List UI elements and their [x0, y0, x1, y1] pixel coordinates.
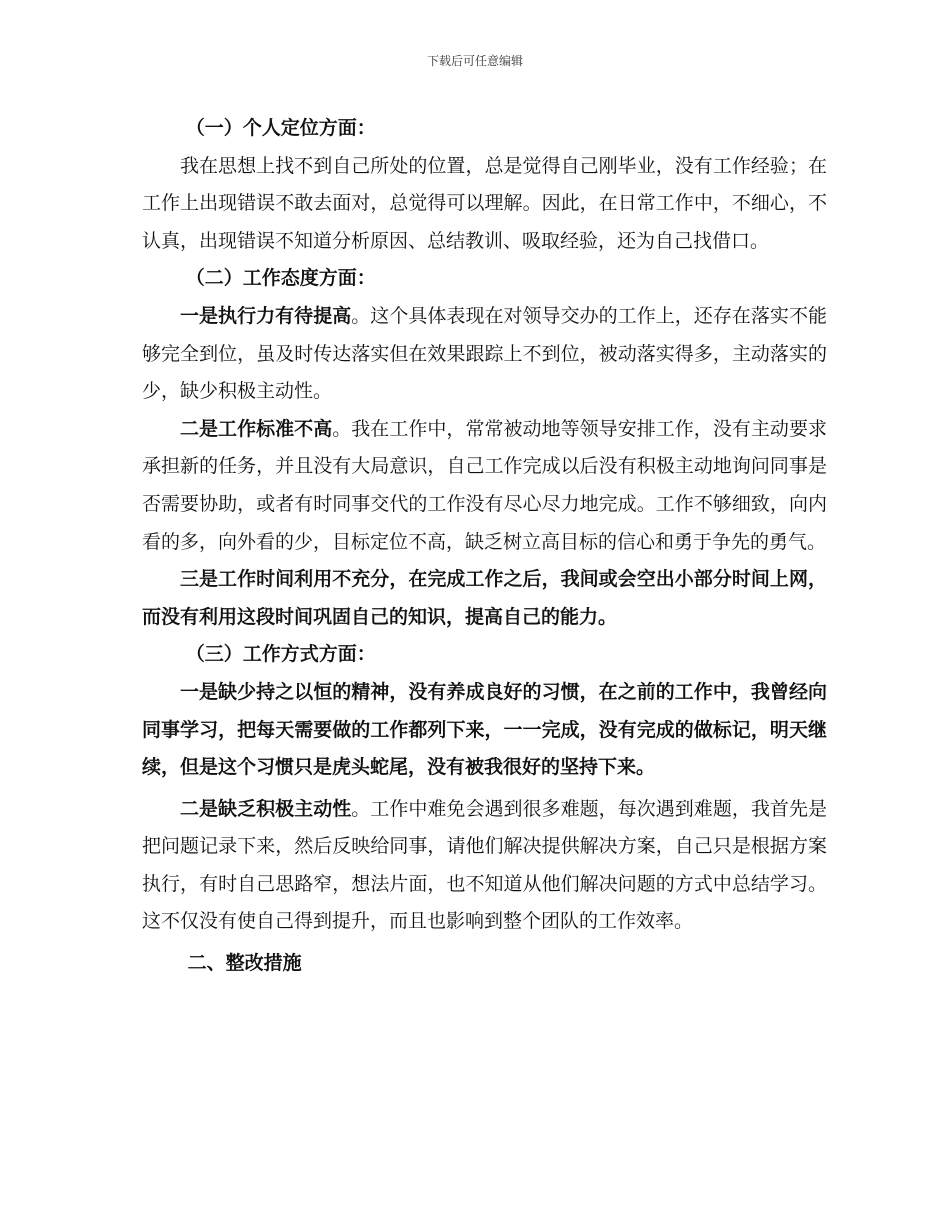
section-heading-rectification: 二、整改措施	[187, 952, 302, 975]
page-header: 下载后可任意编辑	[426, 54, 523, 68]
text-execution: 。这个具体表现在对领导交办的工作上，还存在落实不能够完全到位，虽及时传达落实但在效果跟踪上不到位，被动落实得多，主动落实的少，缺少积极主动性。	[142, 304, 827, 403]
text-work-standard: 。我在工作中，常常被动地等领导安排工作，没有主动要求承担新的任务，并且没有大局意识，自己工作完成以后没有积极主动地询问同事是否需要协助，或者有时同事交代的工作没有尽心尽力地完成。工作不够细致，向内看的多，向外看的少，目标定位不高，缺乏树立高目标的信心和勇于争先的勇气。	[142, 417, 827, 553]
paragraph-execution	[142, 298, 827, 411]
section-heading-personal-positioning: （一）个人定位方面：	[185, 117, 376, 139]
text-initiative: 。工作中难免会遇到很多难题，每次遇到难题，我首先是把问题记录下来，然后反映给同事，请他们解决提供解决方案，自己只是根据方案执行，有时自己思路窄，想法片面，也不知道从他们解决问题的方式中总结学习。这不仅没有使自己得到提升，而且也影响到整个团队的工作效率。	[142, 797, 827, 933]
paragraph-work-standard	[142, 411, 827, 561]
paragraph-perseverance: 一是缺少持之以恒的精神，没有养成良好的习惯，在之前的工作中，我曾经向同事学习，把每天需要做的工作都列下来，一一完成，没有完成的做标记，明天继续，但是这个习惯只是虎头蛇尾，没有被我很好的坚持下来。	[142, 680, 827, 779]
document-body	[142, 110, 827, 983]
paragraph-initiative	[142, 791, 827, 941]
paragraph-personal-positioning: 我在思想上找不到自己所处的位置，总是觉得自己刚毕业，没有工作经验；在工作上出现错误不敢去面对，总觉得可以理解。因此，在日常工作中，不细心，不认真，出现错误不知道分析原因、总结教训、吸取经验，还为自己找借口。	[142, 154, 827, 252]
lead-execution: 一是执行力有待提高	[180, 304, 352, 327]
lead-work-standard: 二是工作标准不高	[180, 417, 333, 440]
lead-initiative: 二是缺乏积极主动性	[180, 797, 352, 820]
section-heading-work-attitude: （二）工作态度方面：	[185, 267, 376, 290]
paragraph-time-usage: 三是工作时间利用不充分，在完成工作之后，我间或会空出小部分时间上网，而没有利用这段时间巩固自己的知识，提高自己的能力。	[142, 568, 827, 628]
section-heading-work-method: （三）工作方式方面：	[185, 643, 376, 666]
